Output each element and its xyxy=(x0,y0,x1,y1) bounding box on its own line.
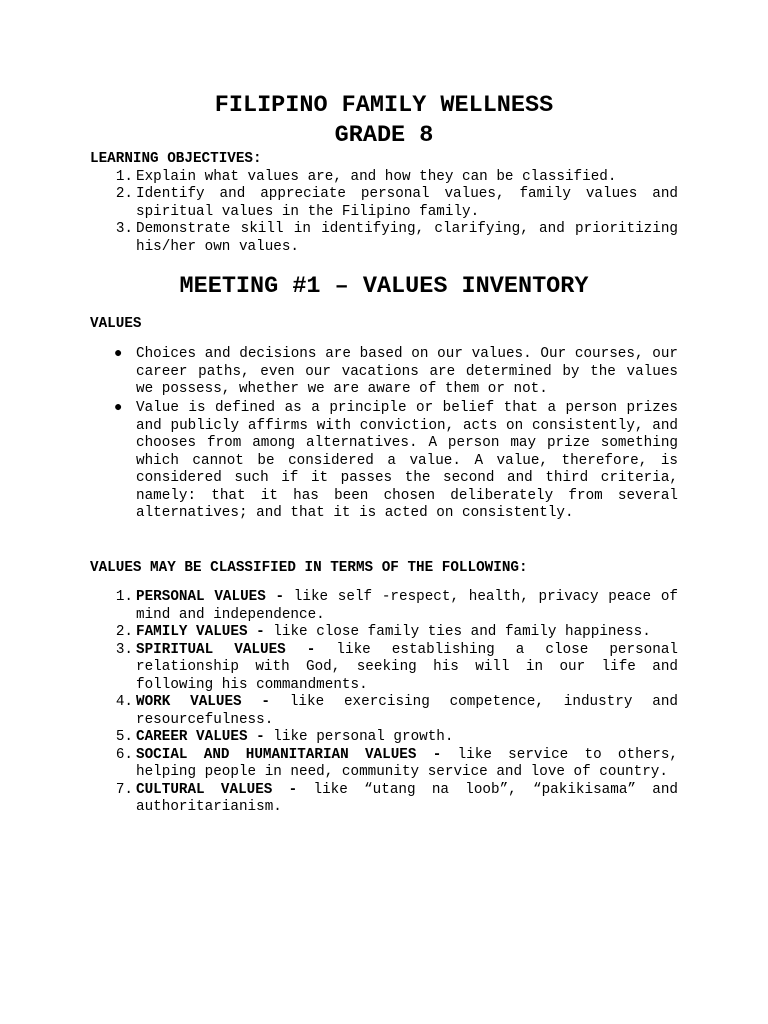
item-text: Demonstrate skill in identifying, clarifying, and prioritizing his/her own values. xyxy=(136,221,678,255)
list-item xyxy=(90,729,678,747)
item-number: 3. xyxy=(115,221,133,237)
list-item xyxy=(90,169,678,187)
item-number: 7. xyxy=(115,781,133,798)
value-term: PERSONAL VALUES - xyxy=(136,589,285,605)
value-description: like establishing a close personal relationship with God, seeking his will in our life and following his commandments. xyxy=(136,641,678,693)
value-term: SPIRITUAL VALUES - xyxy=(136,641,316,658)
meeting-heading: MEETING #1 – VALUES INVENTORY xyxy=(179,273,589,300)
value-description: like close family ties and family happiness. xyxy=(273,624,651,640)
bullet-text: Value is defined as a principle or belief that a person prizes and publicly affirms with conviction, acts on consistently, and chooses from among alternatives. A person may prize something which cannot be considered a value. A value, therefore, is considered such if it passes the second and third criteria, namely: that it has been chosen deliberately from several alternatives; and that it is acted on consistently. xyxy=(136,400,678,521)
list-item xyxy=(90,642,678,695)
item-text: Explain what values are, and how they can be classified. xyxy=(136,168,617,185)
value-description: like exercising competence, industry and resourcefulness. xyxy=(136,694,678,728)
values-section-label: VALUES xyxy=(90,316,142,332)
item-number: 1. xyxy=(115,168,133,185)
item-number: 3. xyxy=(115,641,133,658)
list-item xyxy=(90,221,678,256)
document-title: FILIPINO FAMILY WELLNESS xyxy=(214,92,554,119)
classification-label: VALUES MAY BE CLASSIFIED IN TERMS OF THE FOLLOWING: xyxy=(90,560,528,576)
value-term: CAREER VALUES - xyxy=(136,729,265,745)
value-description: like personal growth. xyxy=(273,729,454,745)
item-number: 6. xyxy=(115,746,133,763)
item-text: Identify and appreciate personal values, family values and spiritual values in the Filipino family. xyxy=(136,186,678,220)
value-description: like “utang na loob”, “pakikisama” and authoritarianism. xyxy=(136,781,678,815)
bullet-item xyxy=(90,400,678,523)
list-item xyxy=(90,694,678,729)
list-item xyxy=(90,747,678,782)
item-number: 4. xyxy=(115,694,133,710)
item-number: 2. xyxy=(115,186,133,202)
bullet-dot: ● xyxy=(114,400,123,416)
value-description: like service to others, helping people in need, community service and love of country. xyxy=(136,746,678,780)
bullet-dot: ● xyxy=(114,346,123,362)
value-term: SOCIAL AND HUMANITARIAN VALUES - xyxy=(136,746,442,763)
value-term: CULTURAL VALUES - xyxy=(136,781,298,798)
grade-title: GRADE 8 xyxy=(334,122,434,149)
values-bullet-list xyxy=(90,346,678,524)
list-item xyxy=(90,782,678,817)
objectives-list xyxy=(90,169,678,257)
list-item xyxy=(90,624,678,642)
item-number: 5. xyxy=(115,729,133,745)
value-description: like self -respect, health, privacy peace of mind and independence. xyxy=(136,589,678,623)
item-number: 2. xyxy=(115,624,133,640)
classification-list xyxy=(90,589,678,817)
value-term: WORK VALUES - xyxy=(136,694,271,710)
list-item xyxy=(90,589,678,624)
item-number: 1. xyxy=(115,589,133,605)
list-item xyxy=(90,186,678,221)
value-term: FAMILY VALUES - xyxy=(136,624,265,640)
bullet-item xyxy=(90,346,678,399)
bullet-text: Choices and decisions are based on our values. Our courses, our career paths, even our vacations are determined by the values we possess, whether we are aware of them or not. xyxy=(136,346,678,397)
objectives-label: LEARNING OBJECTIVES: xyxy=(90,151,262,167)
